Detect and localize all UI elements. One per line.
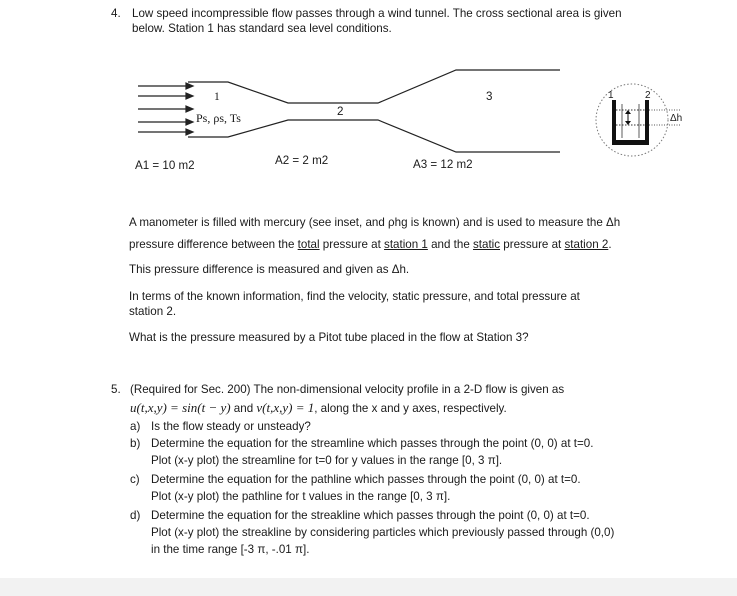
station-3-label: 3: [486, 90, 493, 103]
q5-item-d-line2: Plot (x-y plot) the streakline by considering particles which previously passed through (0,0): [151, 526, 615, 539]
q5-item-d-line3: in the time range [-3 π, -.01 π].: [151, 543, 310, 556]
q4-number: 4.: [111, 7, 121, 20]
page-bottom-margin: [0, 578, 737, 596]
q5-item-c-line1: Determine the equation for the pathline which passes through the point (0, 0) at t=0.: [151, 473, 581, 486]
tunnel-lower-wall: [188, 120, 560, 152]
wind-tunnel-figure: [0, 0, 737, 200]
q5-item-a-line1: Is the flow steady or unsteady?: [151, 420, 311, 433]
q5-item-d-line1: Determine the equation for the streakline which passes through the point (0, 0) at t=0.: [151, 509, 590, 522]
q4-paragraph-find-line2: station 2.: [129, 305, 177, 318]
q5-item-a-label: a): [130, 420, 141, 433]
station-1-conditions: Ps, ρs, Ts: [196, 111, 241, 125]
station-2-label: 2: [337, 105, 344, 118]
q5-item-d-label: d): [130, 509, 141, 522]
q5-item-b-line1: Determine the equation for the streamline which passes through the point (0, 0) at t=0.: [151, 437, 594, 450]
q4-paragraph-manometer: A manometer is filled with mercury (see inset, and ρhg is known) and is used to measure the Δh: [129, 216, 621, 229]
inset-label-2: 2: [645, 90, 651, 101]
q5-item-c-line2: Plot (x-y plot) the pathline for t values in the range [0, 3 π].: [151, 490, 451, 503]
inflow-arrows: [138, 83, 193, 135]
q5-item-b-label: b): [130, 437, 141, 450]
q4-paragraph-pitot: What is the pressure measured by a Pitot tube placed in the flow at Station 3?: [129, 331, 529, 344]
q5-number: 5.: [111, 383, 121, 396]
q5-item-b-line2: Plot (x-y plot) the streamline for t=0 for y values in the range [0, 3 π].: [151, 454, 503, 467]
station-1-label: 1: [214, 90, 220, 103]
area-2-label: A2 = 2 m2: [275, 154, 329, 167]
inset-delta-h: Δh: [670, 113, 683, 124]
q4-paragraph-delta-h: This pressure difference is measured and given as Δh.: [129, 263, 410, 276]
q5-line1: (Required for Sec. 200) The non-dimensional velocity profile in a 2-D flow is given as: [130, 383, 565, 396]
q5-velocity-equation: u(t,x,y) = sin(t − y) and v(t,x,y) = 1, along the x and y axes, respectively.: [130, 400, 507, 415]
q4-paragraph-pressure: pressure difference between the total pressure at station 1 and the static pressure at station 2.: [129, 238, 612, 251]
area-1-label: A1 = 10 m2: [135, 159, 195, 172]
q4-paragraph-find-line1: In terms of the known information, find the velocity, static pressure, and total pressure at: [129, 290, 580, 303]
inset-label-1: 1: [608, 90, 614, 101]
tunnel-upper-wall: [188, 70, 560, 103]
q4-intro-line2: below. Station 1 has standard sea level conditions.: [132, 22, 392, 35]
q5-item-c-label: c): [130, 473, 140, 486]
area-3-label: A3 = 12 m2: [413, 158, 473, 171]
q4-intro-line1: Low speed incompressible flow passes through a wind tunnel. The cross sectional area is given: [132, 7, 622, 20]
